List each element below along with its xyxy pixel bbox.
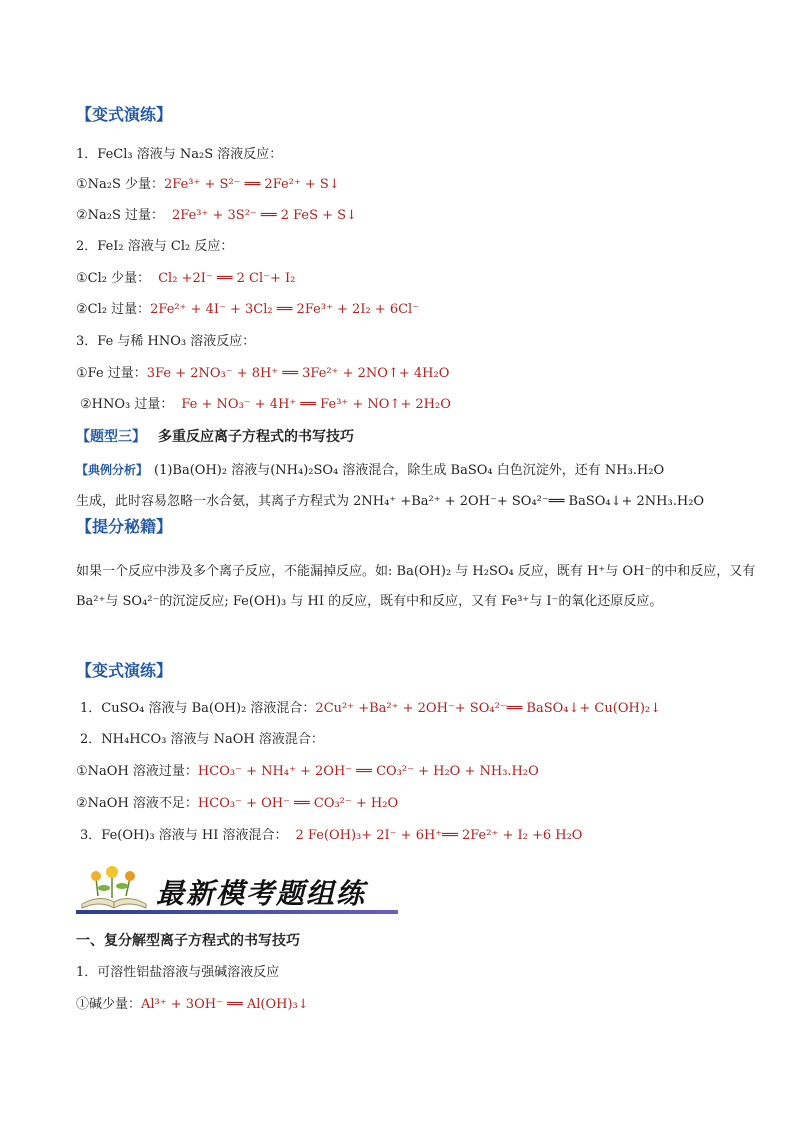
banner-title: 最新模考题组练: [156, 877, 367, 910]
example-tag: 【典例分析】: [76, 463, 149, 477]
example-line: 生成，此时容易忽略一水合氨，其离子方程式为 2NH₄⁺ +Ba²⁺ + 2OH⁻+ SO₄²⁻══ BaSO₄↓+ 2NH₃.H₂O: [76, 494, 705, 509]
equation-line: [80, 827, 582, 845]
question-title: 3．Fe 与稀 HNO₃ 溶液反应：: [76, 334, 256, 349]
equation: Cl₂ +2I⁻ ══ 2 Cl⁻+ I₂: [158, 271, 296, 286]
equation: HCO₃⁻ + NH₄⁺ + 2OH⁻ ══ CO₃²⁻ + H₂O + NH₃.H₂O: [197, 764, 539, 779]
section-heading: 【变式演练】: [76, 661, 173, 680]
equation: 2 Fe(OH)₃+ 2I⁻ + 6H⁺══ 2Fe²⁺ + I₂ +6 H₂O: [295, 828, 583, 843]
condition-label: ①Cl₂ 少量：: [76, 271, 151, 286]
equation: Al³⁺ + 3OH⁻ ══ Al(OH)₃↓: [141, 997, 309, 1012]
equation-line: [76, 301, 419, 319]
condition-label: ②NaOH 溶液不足：: [76, 796, 198, 811]
condition-label: ②Na₂S 过量：: [76, 208, 165, 223]
condition-label: ②Cl₂ 过量：: [76, 302, 151, 317]
equation: 2Fe³⁺ + 3S²⁻ ══ 2 FeS + S↓: [172, 208, 357, 223]
example-line: [76, 461, 664, 480]
section-heading: 【变式演练】: [76, 105, 173, 124]
equation-line: [76, 270, 295, 288]
equation: 2Fe³⁺ + S²⁻ ══ 2Fe²⁺ + S↓: [164, 177, 340, 192]
question-title: 1．可溶性铝盐溶液与强碱溶液反应: [76, 965, 280, 980]
equation-line: [76, 996, 309, 1014]
condition-label: ①Na₂S 少量：: [76, 177, 165, 192]
condition-label: ①碱少量：: [76, 997, 142, 1012]
equation: 2Cu²⁺ +Ba²⁺ + 2OH⁻+ SO₄²⁻══ BaSO₄↓+ Cu(OH)₂↓: [315, 701, 661, 716]
equation: Fe + NO₃⁻ + 4H⁺ ══ Fe³⁺ + NO↑+ 2H₂O: [181, 397, 451, 412]
equation-line: [80, 396, 451, 414]
equation-line: [76, 763, 539, 781]
section-banner: [76, 864, 398, 916]
equation-line: [80, 700, 661, 718]
topic-heading: [76, 428, 354, 446]
tips-paragraph: 如果一个反应中涉及多个离子反应，不能漏掉反应。如: Ba(OH)₂ 与 H₂SO₄ 反应，既有 H⁺与 OH⁻的中和反应，又有 Ba²⁺与 SO₄²⁻的沉淀反应; Fe(OH)₃ 与 HI 的反应，既有中和反应，又有 Fe³⁺与 I⁻的氧化还原反应。: [76, 564, 756, 609]
condition-label: ②HNO₃ 过量：: [80, 397, 174, 412]
tips-heading: 【提分秘籍】: [76, 517, 173, 536]
equation: HCO₃⁻ + OH⁻ ══ CO₃²⁻ + H₂O: [197, 796, 399, 811]
equation-line: [76, 795, 398, 813]
topic-title: 多重反应离子方程式的书写技巧: [158, 429, 354, 445]
equation-line: [76, 176, 340, 194]
equation-line: [76, 207, 357, 225]
equation: 3Fe + 2NO₃⁻ + 8H⁺ ══ 3Fe²⁺ + 2NO↑+ 4H₂O: [146, 366, 450, 381]
example-text: (1)Ba(OH)₂ 溶液与(NH₄)₂SO₄ 溶液混合，除生成 BaSO₄ 白色沉淀外，还有 NH₃.H₂O: [154, 463, 665, 478]
question-title: 1．CuSO₄ 溶液与 Ba(OH)₂ 溶液混合：: [80, 701, 316, 716]
section-heading: 一、复分解型离子方程式的书写技巧: [76, 933, 300, 949]
question-title: 2．FeI₂ 溶液与 Cl₂ 反应：: [76, 239, 234, 254]
condition-label: ①NaOH 溶液过量：: [76, 764, 198, 779]
book-flower-icon: [76, 864, 152, 914]
banner-underline: [76, 910, 398, 914]
equation-line: [76, 365, 449, 383]
question-title: 3．Fe(OH)₃ 溶液与 HI 溶液混合：: [80, 828, 288, 843]
topic-bracket: 【题型三】: [76, 429, 146, 445]
condition-label: ①Fe 过量：: [76, 366, 147, 381]
equation: 2Fe²⁺ + 4I⁻ + 3Cl₂ ══ 2Fe³⁺ + 2I₂ + 6Cl⁻: [150, 302, 420, 317]
question-title: 2．NH₄HCO₃ 溶液与 NaOH 溶液混合：: [80, 732, 324, 747]
question-title: 1．FeCl₃ 溶液与 Na₂S 溶液反应：: [76, 147, 283, 162]
